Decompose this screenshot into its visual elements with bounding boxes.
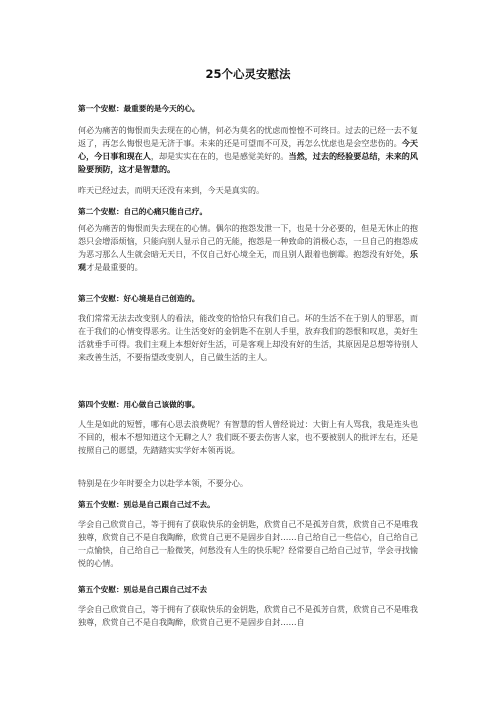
section-5-paragraph-1: 学会自己欣赏自己，等于拥有了获取快乐的金钥匙，欣赏自己不是孤芳自赏，欣赏自己不是唯我独尊，欣赏自己不是自我陶醉，欣赏自己更不是固步自封……自己给自己一些信心，自己给自己一点愉快，自己给自己一脸微笑，何愁没有人生的快乐呢？经常要自己给自己过节，学会寻找愉悦的心情。 bbox=[78, 519, 418, 568]
section-4-heading: 第四个安慰：用心做自己该做的事。 bbox=[78, 400, 200, 409]
section-4-paragraph-1: 人生是如此的短暂，哪有心思去浪费呢？有智慧的哲人曾经说过：大街上有人骂我，我是连头也不回的，根本不想知道这个无聊之人？我们既不要去伤害人家，也不要被别人的批评左右，还是按照自己的愿望，先踏踏实实学好本领再说。 bbox=[78, 419, 418, 455]
section-1-emphasis-b: 当然，过去的经验要总结，未来的风险要预防，这才是智慧的。 bbox=[78, 151, 418, 174]
section-3-heading: 第三个安慰：好心境是自己创造的。 bbox=[78, 294, 200, 303]
page-title: 25个心灵安慰法 bbox=[205, 67, 291, 81]
section-2-paragraph-1 bbox=[78, 222, 418, 274]
section-6-heading: 第五个安慰：别总是自己跟自己过不去 bbox=[78, 585, 208, 594]
section-4-paragraph-2: 特别是在少年时要全力以赴学本领，不要分心。 bbox=[78, 478, 248, 488]
section-1-text-a: 何必为痛苦的悔恨而失去现在的心情，何必为莫名的忧虑而惶惶不可终日。过去的已经一去不复返了，再怎么悔恨也是无济于事。未来的还是可望而不可及，再怎么忧虑也是会空悲伤的。 bbox=[78, 125, 418, 148]
section-3-paragraph-1: 我们常常无法去改变别人的看法，能改变的恰恰只有我们自己。坏的生活不在于别人的罪恶，而在于我们的心情变得恶劣。让生活变好的金钥匙不在别人手里，放弃我们的怨恨和叹息，美好生活就垂手可得。我们主观上本想好好生活，可是客观上却没有好的生活，其原因是总想等待别人来改善生活，不要指望改变别人，自己做生活的主人。 bbox=[78, 313, 418, 362]
section-5-heading: 第五个安慰：别总是自己跟自己过不去。 bbox=[78, 500, 215, 509]
section-2-text-c: 才是最重要的。 bbox=[86, 262, 143, 272]
section-2-text-a: 何必为痛苦的悔恨而失去现在的心情。偶尔的抱怨发泄一下，也是十分必要的，但是无休止的抱怨只会增添烦恼，只能向别人显示自己的无能，抱怨是一种致命的消极心态，一旦自己的抱怨成为恶习那么人生就会暗无天日，不仅自己好心境全无，而且别人跟着也倒霉。抱怨没有好处， bbox=[78, 223, 418, 259]
section-1-paragraph-2: 昨天已经过去，而明天还没有来到，今天是真实的。 bbox=[78, 185, 265, 195]
section-1-paragraph-1 bbox=[78, 124, 418, 176]
section-1-heading: 第一个安慰：最重要的是今天的心。 bbox=[78, 104, 200, 113]
section-2-heading: 第二个安慰：自己的心痛只能自己疗。 bbox=[78, 207, 208, 216]
section-1-text-c: ，却是实实在在的，也是感觉美好的。 bbox=[150, 151, 289, 161]
section-1-emphasis-a: 今天心，今日事和现在人 bbox=[78, 138, 418, 161]
section-2-emphasis: 乐观 bbox=[78, 249, 418, 272]
section-6-paragraph-1: 学会自己欣赏自己，等于拥有了获取快乐的金钥匙，欣赏自己不是孤芳自赏，欣赏自己不是唯我独尊，欣赏自己不是自我陶醉，欣赏自己更不是固步自封……自 bbox=[78, 604, 418, 627]
